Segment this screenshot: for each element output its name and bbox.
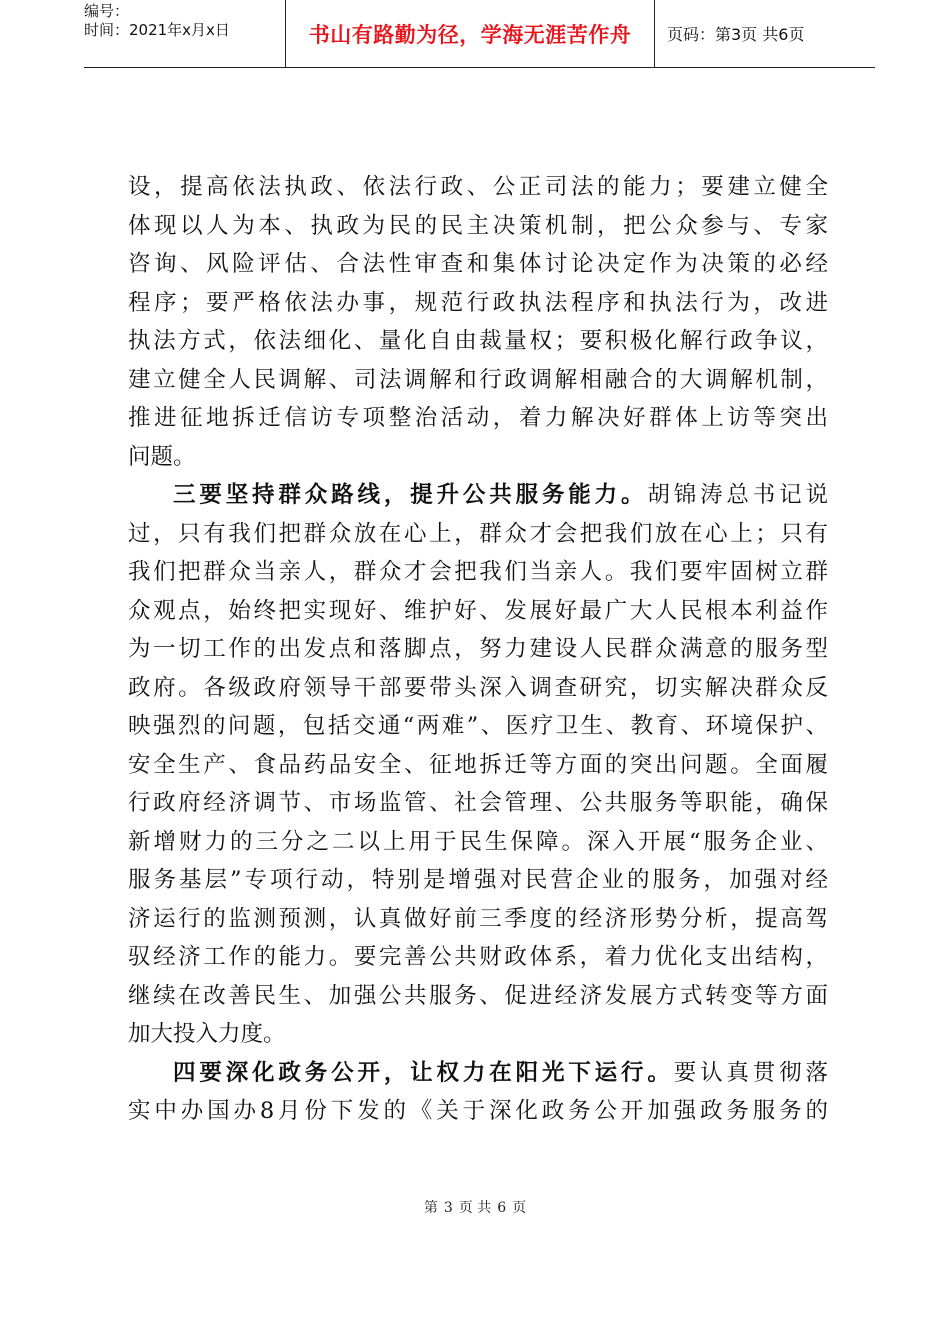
body-line: 推进征地拆迁信访专项整治活动，着力解决好群体上访等突出 (128, 405, 828, 431)
header-page-info: 页码：第3页 共6页 (667, 25, 805, 44)
body-line: 安全生产、食品药品安全、征地拆迁等方面的突出问题。全面履 (128, 751, 828, 778)
paragraph-2-heading: 三要坚持群众路线，提升公共服务能力。 (173, 482, 648, 508)
body-line-first (128, 476, 828, 515)
header-motto-cell (285, 0, 655, 67)
page-header (84, 0, 875, 68)
header-meta (84, 0, 285, 67)
document-body (128, 168, 828, 1131)
header-number-label: 编号： (84, 2, 130, 20)
header-motto: 书山有路勤为径，学海无涯苦作舟 (308, 22, 632, 47)
header-page-cell (655, 0, 875, 67)
body-line: 政府。各级政府领导干部要带头深入调查研究，切实解决群众反 (128, 674, 828, 701)
footer-page-suffix: 页 (512, 1200, 527, 1216)
body-line: 过，只有我们把群众放在心上，群众才会把我们放在心上；只有 (128, 520, 828, 547)
footer-page-total: 6 (497, 1200, 507, 1216)
body-line: 加大投入力度。 (128, 1021, 286, 1047)
body-line: 为一切工作的出发点和落脚点，努力建设人民群众满意的服务型 (128, 636, 828, 662)
body-line-first (128, 1054, 828, 1093)
paragraph-3 (128, 1054, 828, 1131)
paragraph-1 (128, 168, 828, 476)
body-line: 映强烈的问题，包括交通“两难”、医疗卫生、教育、环境保护、 (128, 713, 828, 739)
body-line: 执法方式，依法细化、量化自由裁量权；要积极化解行政争议， (128, 328, 828, 354)
body-line: 济运行的监测预测，认真做好前三季度的经济形势分析，提高驾 (128, 905, 828, 932)
body-line: 新增财力的三分之二以上用于民生保障。深入开展“服务企业、 (128, 828, 828, 855)
body-line: 服务基层”专项行动，特别是增强对民营企业的服务，加强对经 (128, 867, 828, 893)
body-line: 我们把群众当亲人，群众才会把我们当亲人。我们要牢固树立群 (128, 559, 828, 585)
body-line: 体现以人为本、执政为民的民主决策机制，把公众参与、专家 (128, 212, 828, 239)
page-footer (0, 1197, 950, 1217)
body-line: 众观点，始终把实现好、维护好、发展好最广大人民根本利益作 (128, 597, 828, 624)
body-line: 问题。 (128, 443, 196, 470)
footer-page-prefix: 第 (423, 1200, 438, 1216)
body-line: 设，提高依法执政、依法行政、公正司法的能力；要建立健全 (128, 174, 828, 200)
paragraph-3-lead: 要认真贯彻落 (673, 1059, 828, 1086)
footer-page-mid: 页 共 (458, 1200, 492, 1216)
body-line: 咨询、风险评估、合法性审查和集体讨论决定作为决策的必经 (128, 251, 828, 277)
paragraph-2-lead: 胡锦涛总书记说 (647, 482, 828, 508)
paragraph-3-heading: 四要深化政务公开，让权力在阳光下运行。 (173, 1059, 674, 1086)
body-line: 实中办国办8月份下发的《关于深化政务公开加强政务服务的 (128, 1098, 828, 1124)
body-line: 驭经济工作的能力。要完善公共财政体系，着力优化支出结构， (128, 944, 828, 970)
footer-page-number: 3 (443, 1200, 453, 1216)
header-time-label: 时间：2021年x月x日 (84, 21, 230, 39)
body-line: 行政府经济调节、市场监管、社会管理、公共服务等职能，确保 (128, 790, 828, 816)
body-line: 继续在改善民生、加强公共服务、促进经济发展方式转变等方面 (128, 982, 828, 1009)
body-line: 程序；要严格依法办事，规范行政执法程序和执法行为，改进 (128, 289, 828, 316)
paragraph-2 (128, 476, 828, 1054)
body-line: 建立健全人民调解、司法调解和行政调解相融合的大调解机制， (128, 366, 828, 393)
